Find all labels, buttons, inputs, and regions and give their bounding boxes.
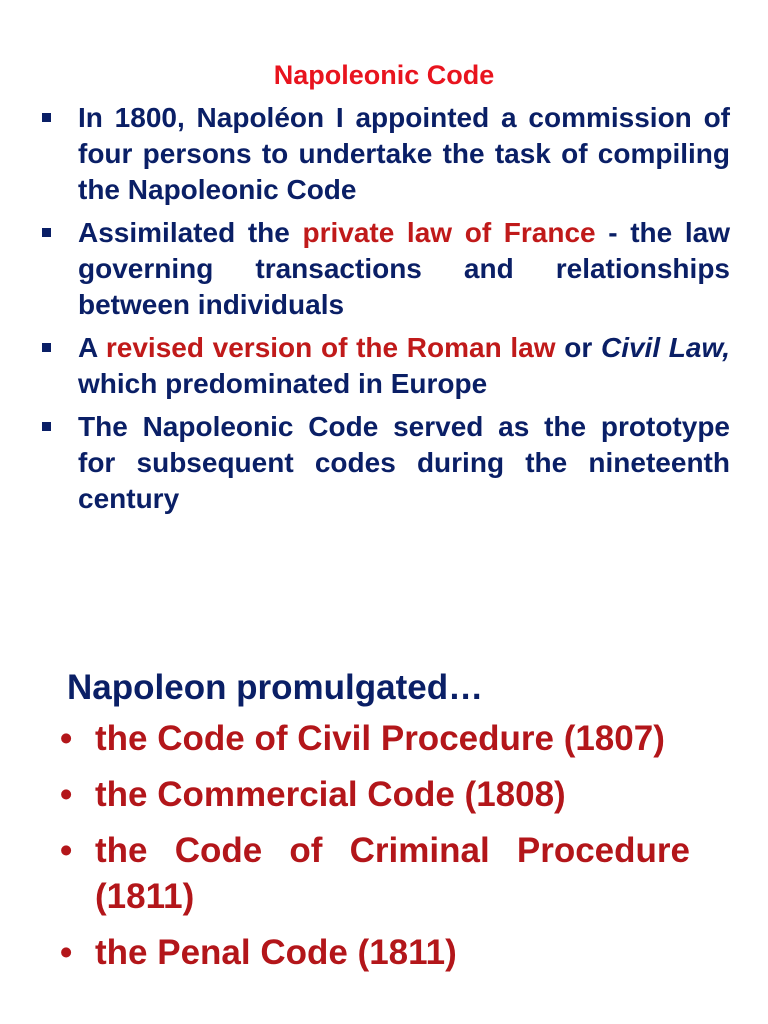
highlight-roman-law: revised version of the Roman law: [105, 332, 556, 363]
bullet-text: A: [78, 332, 106, 363]
italic-civil-law: Civil Law,: [600, 332, 730, 363]
napoleonic-code-bullet-list: [40, 100, 730, 524]
dot-bullet-icon: •: [60, 933, 73, 972]
bullet-item-private-law: [40, 215, 730, 323]
list-item-text: the Penal Code (1811): [95, 933, 457, 972]
square-bullet-icon: [42, 343, 51, 352]
bullet-text: - the law governing transactions and relationships between individuals: [78, 217, 730, 320]
page-title: Napoleonic Code: [273, 60, 495, 90]
dot-bullet-icon: •: [60, 719, 73, 758]
list-item-commercial-code: [60, 772, 690, 818]
list-item-text: the Commercial Code (1808): [95, 775, 566, 814]
promulgated-codes-list: [60, 716, 690, 986]
bullet-item-prototype: [40, 409, 730, 517]
bullet-text: which predominated in Europe: [78, 368, 488, 399]
dot-bullet-icon: •: [60, 831, 73, 870]
highlight-private-law: private law of France: [302, 217, 596, 248]
square-bullet-icon: [42, 422, 51, 431]
section-heading: Napoleon promulgated…: [67, 668, 484, 707]
list-item-text: the Code of Civil Procedure (1807): [95, 719, 665, 758]
square-bullet-icon: [42, 113, 51, 122]
bullet-item-roman-law: [40, 330, 730, 402]
list-item-civil-procedure: [60, 716, 690, 762]
bullet-text: The Napoleonic Code served as the prototype for subsequent codes during the nineteenth century: [78, 411, 730, 514]
dot-bullet-icon: •: [60, 775, 73, 814]
square-bullet-icon: [42, 228, 51, 237]
bullet-item-1800-commission: [40, 100, 730, 208]
bullet-text: or: [555, 332, 601, 363]
list-item-criminal-procedure: [60, 828, 690, 920]
list-item-text: the Code of Criminal Procedure (1811): [95, 831, 690, 916]
bullet-text: Assimilated the: [78, 217, 303, 248]
bullet-text: In 1800, Napoléon I appointed a commission of four persons to undertake the task of compiling the Napoleonic Code: [78, 102, 730, 205]
list-item-penal-code: [60, 930, 690, 976]
